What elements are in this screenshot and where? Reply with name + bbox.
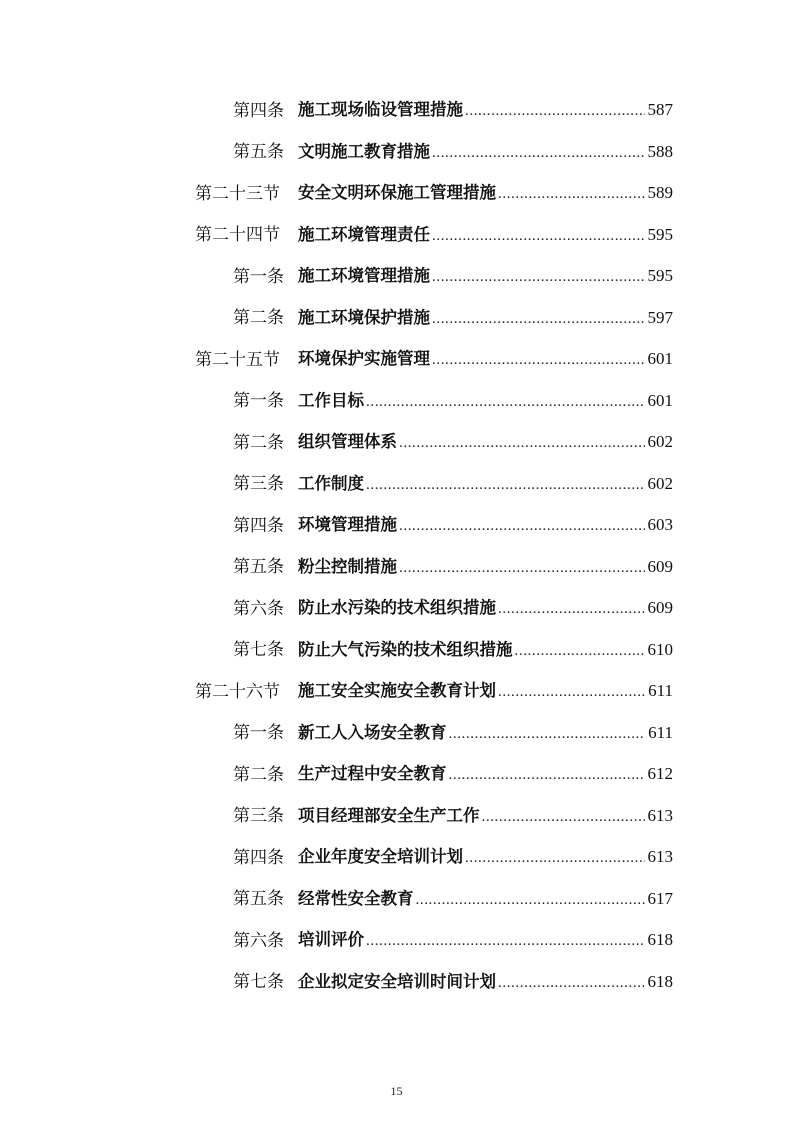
toc-entry-title: 施工安全实施安全教育计划 <box>298 681 496 701</box>
toc-article-entry[interactable] <box>0 630 793 672</box>
toc-entry-page: 601 <box>647 349 673 369</box>
toc-dot-leader <box>399 558 645 578</box>
toc-dot-leader <box>366 392 645 412</box>
toc-entry-page: 610 <box>647 639 673 659</box>
toc-article-entry[interactable] <box>0 422 793 464</box>
toc-dot-leader <box>366 931 645 951</box>
toc-entry-title: 施工环境管理措施 <box>298 266 430 286</box>
toc-dot-leader <box>498 599 645 619</box>
toc-entry-page: 611 <box>648 722 673 742</box>
toc-entry-body <box>298 681 673 702</box>
toc-entry-number: 第七条 <box>233 640 284 661</box>
toc-entry-page: 612 <box>647 764 673 784</box>
toc-entry-title: 企业年度安全培训计划 <box>298 847 463 867</box>
toc-article-entry[interactable] <box>0 962 793 1004</box>
toc-entry-number: 第一条 <box>233 723 284 744</box>
toc-entry-page: 609 <box>647 598 673 618</box>
page-number: 15 <box>390 1084 403 1098</box>
toc-entry-number: 第一条 <box>233 391 284 412</box>
toc-article-entry[interactable] <box>0 713 793 755</box>
toc-dot-leader <box>498 682 645 702</box>
toc-article-entry[interactable] <box>0 298 793 340</box>
toc-entry-number: 第三条 <box>233 806 284 827</box>
toc-entry-body <box>298 183 673 204</box>
toc-entry-number: 第一条 <box>233 266 284 287</box>
toc-entry-page: 617 <box>647 888 673 908</box>
toc-entry-title: 环境保护实施管理 <box>298 349 430 369</box>
toc-entry-number: 第五条 <box>233 142 284 163</box>
toc-entry-number: 第五条 <box>233 557 284 578</box>
toc-entry-number: 第二条 <box>233 308 284 329</box>
toc-entry-number: 第二十六节 <box>195 681 280 702</box>
toc-dot-leader <box>482 807 645 827</box>
toc-entry-page: 587 <box>647 100 673 120</box>
toc-entry-page: 603 <box>647 515 673 535</box>
toc-entry-body <box>298 557 673 578</box>
toc-entry-title: 组织管理体系 <box>298 432 397 452</box>
toc-entry-number: 第二十四节 <box>195 225 280 246</box>
toc-dot-leader <box>432 143 645 163</box>
toc-entry-page: 611 <box>648 681 673 701</box>
toc-entry-body <box>298 100 673 121</box>
toc-entry-title: 经常性安全教育 <box>298 888 414 908</box>
toc-entry-body <box>298 723 673 744</box>
toc-section-entry[interactable] <box>0 173 793 215</box>
toc-entry-page: 601 <box>647 390 673 410</box>
toc-entry-page: 597 <box>647 307 673 327</box>
toc-entry-body <box>298 432 673 453</box>
toc-entry-body <box>298 515 673 536</box>
toc-article-entry[interactable] <box>0 256 793 298</box>
toc-dot-leader <box>498 973 645 993</box>
toc-dot-leader <box>498 184 645 204</box>
toc-entry-page: 588 <box>647 141 673 161</box>
toc-dot-leader <box>399 516 645 536</box>
toc-entry-body <box>298 266 673 287</box>
toc-entry-body <box>298 889 673 910</box>
toc-entry-number: 第二条 <box>233 432 284 453</box>
toc-dot-leader <box>432 267 645 287</box>
toc-entry-page: 595 <box>647 224 673 244</box>
toc-entry-title: 培训评价 <box>298 930 364 950</box>
toc-entry-number: 第四条 <box>233 515 284 536</box>
toc-entry-title: 施工环境保护措施 <box>298 307 430 327</box>
toc-dot-leader <box>449 724 646 744</box>
toc-dot-leader <box>432 226 645 246</box>
toc-article-entry[interactable] <box>0 920 793 962</box>
toc-article-entry[interactable] <box>0 464 793 506</box>
toc-entry-title: 企业拟定安全培训时间计划 <box>298 971 496 991</box>
toc-section-entry[interactable] <box>0 339 793 381</box>
toc-article-entry[interactable] <box>0 754 793 796</box>
toc-article-entry[interactable] <box>0 381 793 423</box>
toc-dot-leader <box>366 475 645 495</box>
toc-article-entry[interactable] <box>0 796 793 838</box>
toc-article-entry[interactable] <box>0 879 793 921</box>
toc-entry-page: 613 <box>647 805 673 825</box>
toc-dot-leader <box>432 350 645 370</box>
toc-entry-body <box>298 391 673 412</box>
toc-entry-title: 新工人入场安全教育 <box>298 722 447 742</box>
toc-entry-number: 第二条 <box>233 764 284 785</box>
toc-article-entry[interactable] <box>0 90 793 132</box>
toc-entry-number: 第四条 <box>233 100 284 121</box>
toc-entry-title: 项目经理部安全生产工作 <box>298 805 480 825</box>
toc-dot-leader <box>515 641 645 661</box>
toc-entry-number: 第二十三节 <box>195 183 280 204</box>
toc-entry-number: 第七条 <box>233 972 284 993</box>
toc-entry-page: 609 <box>647 556 673 576</box>
toc-entry-page: 595 <box>647 266 673 286</box>
toc-dot-leader <box>465 848 645 868</box>
toc-dot-leader <box>449 765 645 785</box>
toc-entry-body <box>298 930 673 951</box>
toc-dot-leader <box>416 890 645 910</box>
toc-entry-title: 施工现场临设管理措施 <box>298 100 463 120</box>
toc-entry-title: 生产过程中安全教育 <box>298 764 447 784</box>
toc-entry-page: 602 <box>647 432 673 452</box>
toc-entry-body <box>298 598 673 619</box>
toc-article-entry[interactable] <box>0 505 793 547</box>
toc-article-entry[interactable] <box>0 588 793 630</box>
toc-entry-body <box>298 225 673 246</box>
toc-entry-title: 工作制度 <box>298 473 364 493</box>
toc-entry-body <box>298 764 673 785</box>
toc-dot-leader <box>399 433 645 453</box>
toc-entry-body <box>298 142 673 163</box>
toc-entry-body <box>298 474 673 495</box>
toc-entry-title: 防止水污染的技术组织措施 <box>298 598 496 618</box>
toc-entry-number: 第三条 <box>233 474 284 495</box>
toc-section-entry[interactable] <box>0 671 793 713</box>
toc-section-entry[interactable] <box>0 215 793 257</box>
toc-entry-page: 589 <box>647 183 673 203</box>
toc-dot-leader <box>432 309 645 329</box>
toc-entry-number: 第六条 <box>233 930 284 951</box>
toc-entry-title: 文明施工教育措施 <box>298 141 430 161</box>
toc-entry-body <box>298 972 673 993</box>
toc-article-entry[interactable] <box>0 547 793 589</box>
toc-article-entry[interactable] <box>0 837 793 879</box>
toc-entry-number: 第四条 <box>233 847 284 868</box>
toc-entry-title: 安全文明环保施工管理措施 <box>298 183 496 203</box>
toc-entry-title: 工作目标 <box>298 390 364 410</box>
toc-article-entry[interactable] <box>0 132 793 174</box>
toc-entry-title: 环境管理措施 <box>298 515 397 535</box>
toc-entry-page: 618 <box>647 930 673 950</box>
toc-entry-body <box>298 806 673 827</box>
toc-entry-body <box>298 640 673 661</box>
toc-entry-number: 第六条 <box>233 598 284 619</box>
toc-entry-page: 618 <box>647 971 673 991</box>
toc-entry-title: 粉尘控制措施 <box>298 556 397 576</box>
toc-entry-title: 防止大气污染的技术组织措施 <box>298 639 513 659</box>
table-of-contents <box>0 90 793 1003</box>
toc-entry-body <box>298 308 673 329</box>
toc-dot-leader <box>465 101 645 121</box>
toc-entry-body <box>298 847 673 868</box>
toc-entry-page: 602 <box>647 473 673 493</box>
toc-entry-title: 施工环境管理责任 <box>298 224 430 244</box>
toc-entry-number: 第二十五节 <box>195 349 280 370</box>
toc-entry-number: 第五条 <box>233 889 284 910</box>
toc-entry-page: 613 <box>647 847 673 867</box>
toc-entry-body <box>298 349 673 370</box>
